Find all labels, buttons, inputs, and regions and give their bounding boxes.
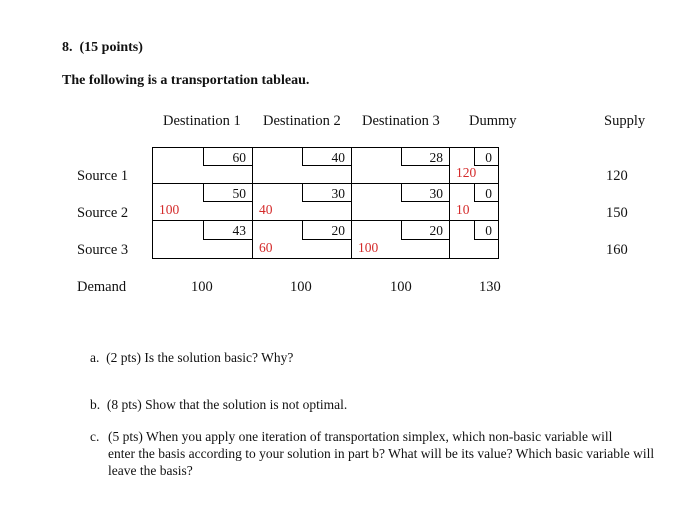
cost-value: 0 [485, 186, 492, 201]
question-intro: The following is a transportation tableau. [62, 73, 310, 88]
cell-s1-dummy [450, 147, 499, 184]
supply-source-2: 150 [606, 205, 628, 221]
allocation-value: 100 [358, 240, 379, 255]
cost-value: 60 [232, 150, 246, 165]
question-points: (15 points) [79, 40, 143, 55]
cell-s1-d1 [152, 147, 253, 184]
column-header-destination-1: Destination 1 [163, 113, 241, 129]
part-c [90, 428, 680, 479]
supply-source-3: 160 [606, 242, 628, 258]
cell-s3-d1 [152, 221, 253, 259]
cell-s3-dummy [450, 221, 499, 259]
demand-destination-1: 100 [191, 279, 213, 295]
demand-dummy: 130 [479, 279, 501, 295]
cost-value: 0 [485, 223, 492, 238]
question-number: 8. [62, 40, 73, 55]
allocation-value: 100 [159, 202, 180, 217]
cell-s3-d3 [352, 221, 450, 259]
supply-source-1: 120 [606, 168, 628, 184]
cell-s2-d2 [253, 184, 352, 221]
cost-value: 50 [232, 186, 246, 201]
row-label-source-1: Source 1 [77, 168, 129, 184]
column-header-supply: Supply [604, 113, 646, 129]
part-b-text: b. (8 pts) Show that the solution is not optimal. [90, 397, 348, 412]
cost-value: 30 [429, 186, 443, 201]
cost-value: 28 [429, 150, 443, 165]
cell-s2-dummy [450, 184, 499, 221]
transportation-tableau [152, 147, 499, 259]
demand-destination-3: 100 [390, 279, 412, 295]
cost-value: 30 [331, 186, 345, 201]
cell-s3-d2 [253, 221, 352, 259]
column-header-destination-2: Destination 2 [263, 113, 341, 129]
row-label-source-2: Source 2 [77, 205, 129, 221]
cell-s1-d2 [253, 147, 352, 184]
cell-s2-d3 [352, 184, 450, 221]
cost-value: 40 [331, 150, 345, 165]
allocation-value: 40 [259, 202, 273, 217]
cell-s1-d3 [352, 147, 450, 184]
allocation-value: 60 [259, 240, 273, 255]
column-header-dummy: Dummy [469, 113, 517, 129]
part-c-label: c. [90, 429, 100, 444]
allocation-value: 120 [456, 165, 477, 180]
cost-value: 0 [485, 150, 492, 165]
row-label-source-3: Source 3 [77, 242, 129, 258]
part-a-text: a. (2 pts) Is the solution basic? Why? [90, 350, 294, 365]
question-title [62, 40, 143, 56]
part-c-line-1: (5 pts) When you apply one iteration of transportation simplex, which non-basic variable will [108, 429, 613, 444]
allocation-value: 10 [456, 202, 470, 217]
cell-s2-d1 [152, 184, 253, 221]
part-c-continuation: enter the basis according to your solution in part b? What will be its value? Which basic variable will leave the basis? [108, 446, 655, 478]
cost-value: 20 [331, 223, 345, 238]
column-header-destination-3: Destination 3 [362, 113, 440, 129]
row-label-demand: Demand [77, 279, 127, 295]
demand-destination-2: 100 [290, 279, 312, 295]
cost-value: 43 [232, 223, 246, 238]
cost-value: 20 [429, 223, 443, 238]
